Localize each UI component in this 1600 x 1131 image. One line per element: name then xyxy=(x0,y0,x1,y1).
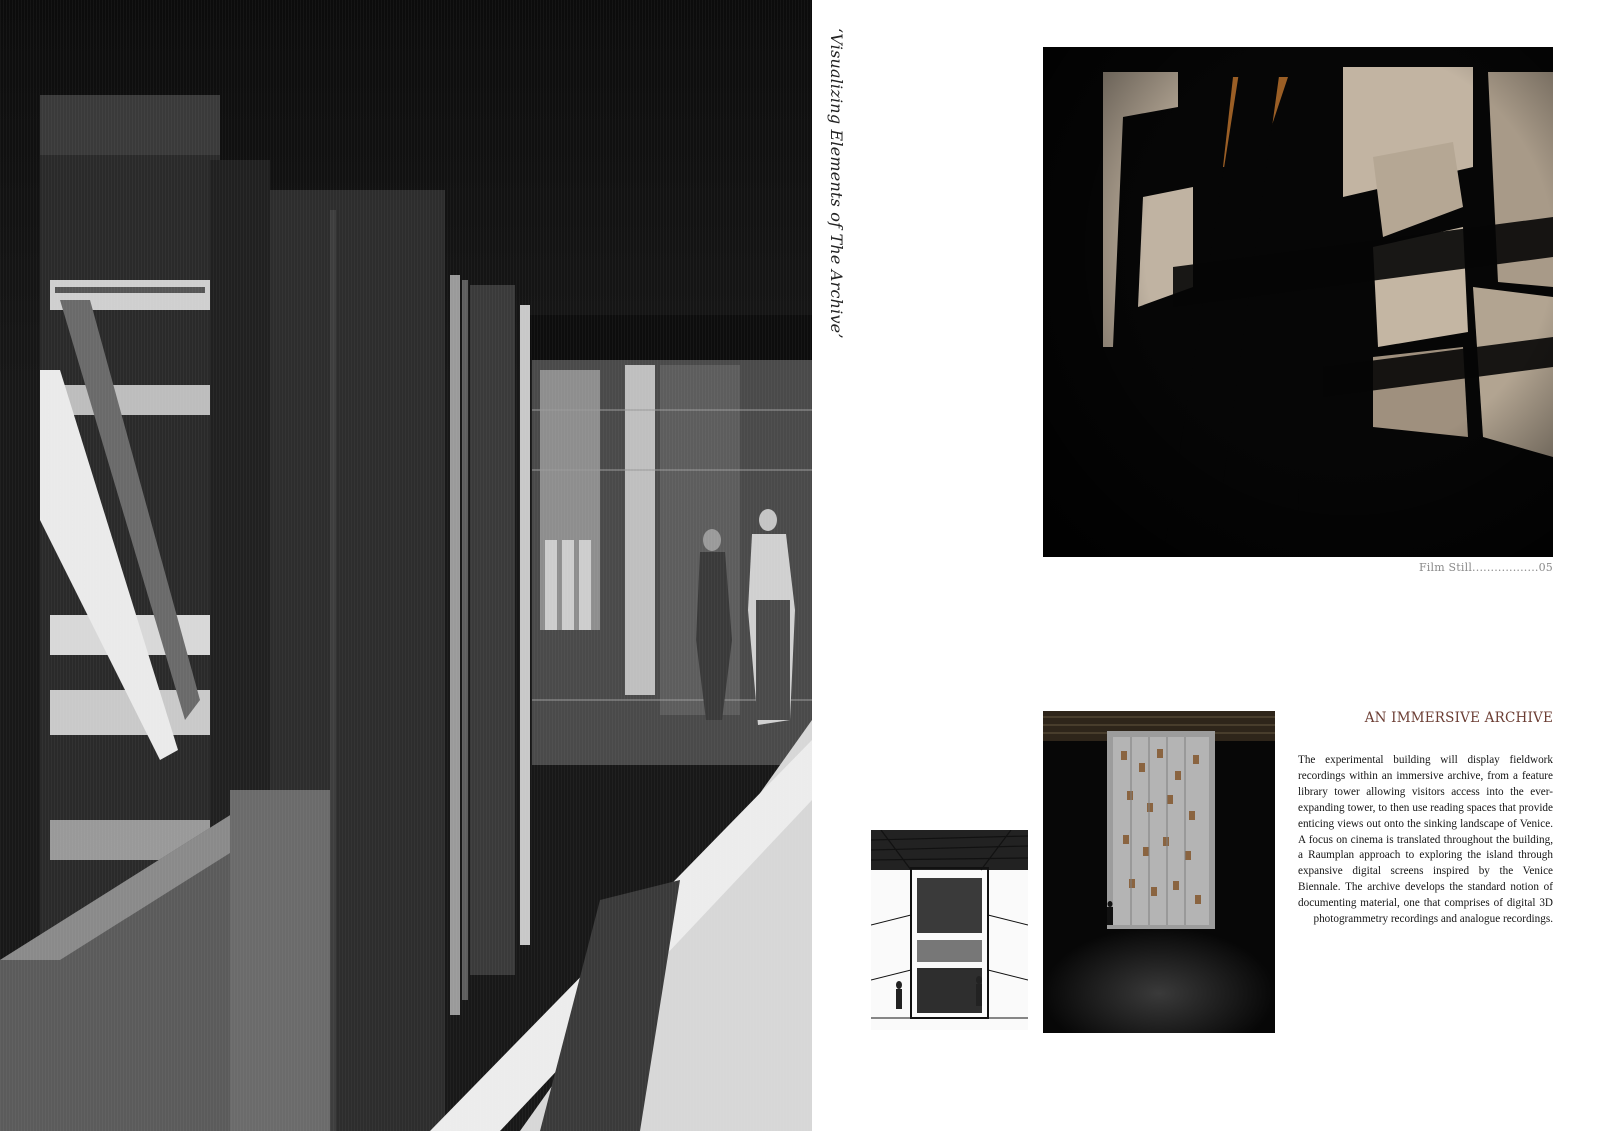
film-still-illustration xyxy=(1043,47,1553,557)
section-heading: AN IMMERSIVE ARCHIVE xyxy=(1364,710,1553,726)
library-tower-image xyxy=(1043,711,1275,1033)
vertical-title: ‘Visualizing Elements of The Archive’ xyxy=(827,28,846,339)
sketch-illustration xyxy=(871,830,1028,1030)
film-still-caption: Film Still..................05 xyxy=(1418,561,1553,574)
film-still-image xyxy=(1043,47,1553,557)
tower-illustration xyxy=(1043,711,1275,1033)
body-paragraph: The experimental building will display fieldwork recordings within an immersive archive, from a feature library tower allowing visitors access into the ever-expanding tower, to then use reading spaces that provide enticing views out onto the sinking landscape of Venice. A focus on cinema is translated throughout the building, a Raumplan approach to exploring the island through expansive digital screens inspired by the Venice Biennale. The archive develops the standard notion of documenting material, one that comprises of digital 3D photogrammetry recordings and analogue recordings. xyxy=(1298,754,1553,926)
archive-sketch-image xyxy=(871,830,1028,1030)
